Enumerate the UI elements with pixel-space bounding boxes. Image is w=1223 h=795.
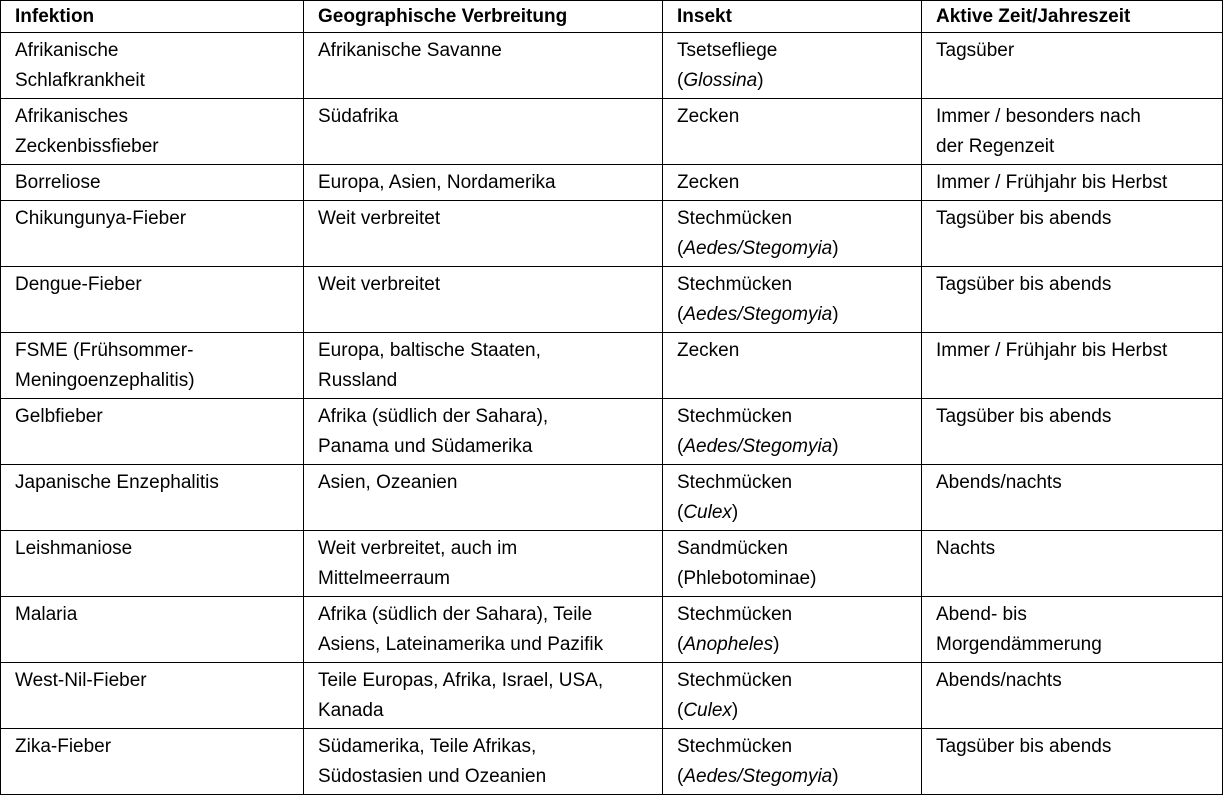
cell-zeit-line: Nachts (936, 538, 996, 559)
cell-infektion (1, 531, 304, 597)
cell-verbreitung (304, 201, 663, 267)
cell-zeit-line: Abends/nachts (936, 670, 1062, 691)
insect-genus: (Anopheles) (677, 634, 780, 655)
insect-genus-latin: Aedes/Stegomyia (683, 238, 833, 259)
cell-infektion-line: Dengue-Fieber (15, 274, 142, 295)
cell-infektion (1, 465, 304, 531)
header-zeit: Aktive Zeit/Jahreszeit (922, 1, 1223, 33)
cell-verbreitung-line: Weit verbreitet (318, 208, 441, 229)
cell-verbreitung-line: Südamerika, Teile Afrikas, (318, 736, 537, 757)
insect-name: Stechmücken (677, 472, 793, 493)
insect-genus-latin: Culex (683, 700, 732, 721)
cell-verbreitung-line: Afrika (südlich der Sahara), (318, 406, 549, 427)
insect-family: (Phlebotominae) (677, 568, 817, 589)
cell-infektion (1, 267, 304, 333)
insect-name: Stechmücken (677, 406, 793, 427)
cell-zeit (922, 333, 1223, 399)
cell-insekt (663, 267, 922, 333)
insect-genus: (Aedes/Stegomyia) (677, 766, 839, 787)
cell-infektion-line: Zika-Fieber (15, 736, 112, 757)
cell-verbreitung-line: Russland (318, 370, 398, 391)
cell-insekt (663, 399, 922, 465)
cell-insekt (663, 165, 922, 201)
cell-zeit-line: Abends/nachts (936, 472, 1062, 493)
insect-name: Stechmücken (677, 670, 793, 691)
cell-verbreitung (304, 531, 663, 597)
cell-infektion-line: West-Nil-Fieber (15, 670, 147, 691)
insect-genus-latin: Aedes/Stegomyia (683, 304, 833, 325)
cell-verbreitung (304, 99, 663, 165)
insect-name: Zecken (677, 106, 740, 127)
cell-insekt (663, 531, 922, 597)
cell-zeit-line: Abend- bis (936, 604, 1027, 625)
cell-verbreitung-line: Kanada (318, 700, 384, 721)
insect-name: Zecken (677, 340, 740, 361)
cell-zeit (922, 663, 1223, 729)
cell-infektion (1, 201, 304, 267)
insect-genus-latin: Aedes/Stegomyia (683, 436, 833, 457)
table-row (1, 597, 1223, 663)
cell-verbreitung-line: Panama und Südamerika (318, 436, 533, 457)
table-row (1, 663, 1223, 729)
cell-infektion-line: Meningoenzephalitis) (15, 370, 195, 391)
cell-insekt (663, 333, 922, 399)
insect-genus: (Aedes/Stegomyia) (677, 238, 839, 259)
insect-genus: (Glossina) (677, 70, 764, 91)
table-row (1, 165, 1223, 201)
table-header-row (1, 1, 1223, 33)
insect-name: Stechmücken (677, 604, 793, 625)
table-row (1, 729, 1223, 795)
table-row (1, 399, 1223, 465)
cell-insekt (663, 99, 922, 165)
cell-infektion (1, 729, 304, 795)
cell-infektion-line: Gelbfieber (15, 406, 103, 427)
cell-insekt (663, 201, 922, 267)
cell-verbreitung-line: Afrikanische Savanne (318, 40, 502, 61)
cell-zeit-line: Tagsüber bis abends (936, 406, 1112, 427)
cell-zeit (922, 531, 1223, 597)
cell-verbreitung (304, 165, 663, 201)
cell-zeit-line: Immer / Frühjahr bis Herbst (936, 172, 1168, 193)
cell-verbreitung-line: Weit verbreitet, auch im (318, 538, 518, 559)
insect-genus: (Culex) (677, 700, 739, 721)
insect-name: Tsetsefliege (677, 40, 778, 61)
cell-verbreitung (304, 33, 663, 99)
table-body (1, 33, 1223, 795)
cell-zeit (922, 201, 1223, 267)
table-row (1, 267, 1223, 333)
cell-infektion (1, 663, 304, 729)
insect-genus-latin: Culex (683, 502, 732, 523)
insect-name: Sandmücken (677, 538, 788, 559)
cell-infektion (1, 33, 304, 99)
cell-zeit-line: Immer / Frühjahr bis Herbst (936, 340, 1168, 361)
cell-infektion-line: Zeckenbissfieber (15, 136, 159, 157)
cell-verbreitung-line: Weit verbreitet (318, 274, 441, 295)
cell-zeit-line: Morgendämmerung (936, 634, 1102, 655)
cell-infektion-line: Afrikanisches (15, 106, 128, 127)
cell-verbreitung (304, 597, 663, 663)
insect-name: Stechmücken (677, 736, 793, 757)
cell-infektion (1, 165, 304, 201)
insect-genus-latin: Aedes/Stegomyia (683, 766, 833, 787)
insect-genus-latin: Glossina (683, 70, 758, 91)
cell-verbreitung-line: Mittelmeerraum (318, 568, 450, 589)
cell-verbreitung-line: Asien, Ozeanien (318, 472, 458, 493)
cell-zeit (922, 729, 1223, 795)
cell-insekt (663, 597, 922, 663)
cell-verbreitung-line: Europa, Asien, Nordamerika (318, 172, 556, 193)
cell-infektion (1, 597, 304, 663)
table-row (1, 99, 1223, 165)
cell-infektion-line: Leishmaniose (15, 538, 133, 559)
cell-zeit-line: Tagsüber bis abends (936, 736, 1112, 757)
cell-verbreitung (304, 729, 663, 795)
cell-zeit (922, 399, 1223, 465)
cell-infektion (1, 399, 304, 465)
cell-verbreitung (304, 399, 663, 465)
cell-verbreitung-line: Südostasien und Ozeanien (318, 766, 547, 787)
insect-name: Zecken (677, 172, 740, 193)
cell-insekt (663, 33, 922, 99)
insect-genus-latin: Anopheles (683, 634, 774, 655)
insect-genus: (Aedes/Stegomyia) (677, 436, 839, 457)
cell-verbreitung-line: Europa, baltische Staaten, (318, 340, 541, 361)
cell-zeit-line: Immer / besonders nach (936, 106, 1141, 127)
cell-insekt (663, 663, 922, 729)
cell-zeit-line: der Regenzeit (936, 136, 1055, 157)
insect-genus: (Aedes/Stegomyia) (677, 304, 839, 325)
cell-verbreitung (304, 333, 663, 399)
table-row (1, 531, 1223, 597)
cell-verbreitung-line: Afrika (südlich der Sahara), Teile (318, 604, 593, 625)
header-insekt: Insekt (663, 1, 922, 33)
cell-verbreitung-line: Teile Europas, Afrika, Israel, USA, (318, 670, 604, 691)
cell-zeit (922, 597, 1223, 663)
cell-verbreitung (304, 465, 663, 531)
cell-insekt (663, 729, 922, 795)
cell-zeit-line: Tagsüber (936, 40, 1015, 61)
table-row (1, 333, 1223, 399)
table-row (1, 201, 1223, 267)
header-verbreitung: Geographische Verbreitung (304, 1, 663, 33)
cell-zeit (922, 99, 1223, 165)
insect-name: Stechmücken (677, 208, 793, 229)
cell-zeit (922, 465, 1223, 531)
cell-verbreitung (304, 267, 663, 333)
table-row (1, 465, 1223, 531)
cell-insekt (663, 465, 922, 531)
cell-verbreitung (304, 663, 663, 729)
cell-verbreitung-line: Asiens, Lateinamerika und Pazifik (318, 634, 604, 655)
cell-infektion-line: Schlafkrankheit (15, 70, 145, 91)
cell-infektion-line: Chikungunya-Fieber (15, 208, 187, 229)
cell-zeit (922, 33, 1223, 99)
cell-zeit-line: Tagsüber bis abends (936, 274, 1112, 295)
cell-zeit-line: Tagsüber bis abends (936, 208, 1112, 229)
table-row (1, 33, 1223, 99)
cell-infektion-line: Borreliose (15, 172, 101, 193)
cell-infektion (1, 333, 304, 399)
cell-infektion-line: Japanische Enzephalitis (15, 472, 219, 493)
header-infektion: Infektion (1, 1, 304, 33)
insect-name: Stechmücken (677, 274, 793, 295)
cell-zeit (922, 267, 1223, 333)
cell-infektion-line: Afrikanische (15, 40, 119, 61)
cell-zeit (922, 165, 1223, 201)
cell-infektion-line: FSME (Frühsommer- (15, 340, 194, 361)
insect-genus: (Culex) (677, 502, 739, 523)
cell-infektion-line: Malaria (15, 604, 78, 625)
cell-infektion (1, 99, 304, 165)
cell-verbreitung-line: Südafrika (318, 106, 399, 127)
